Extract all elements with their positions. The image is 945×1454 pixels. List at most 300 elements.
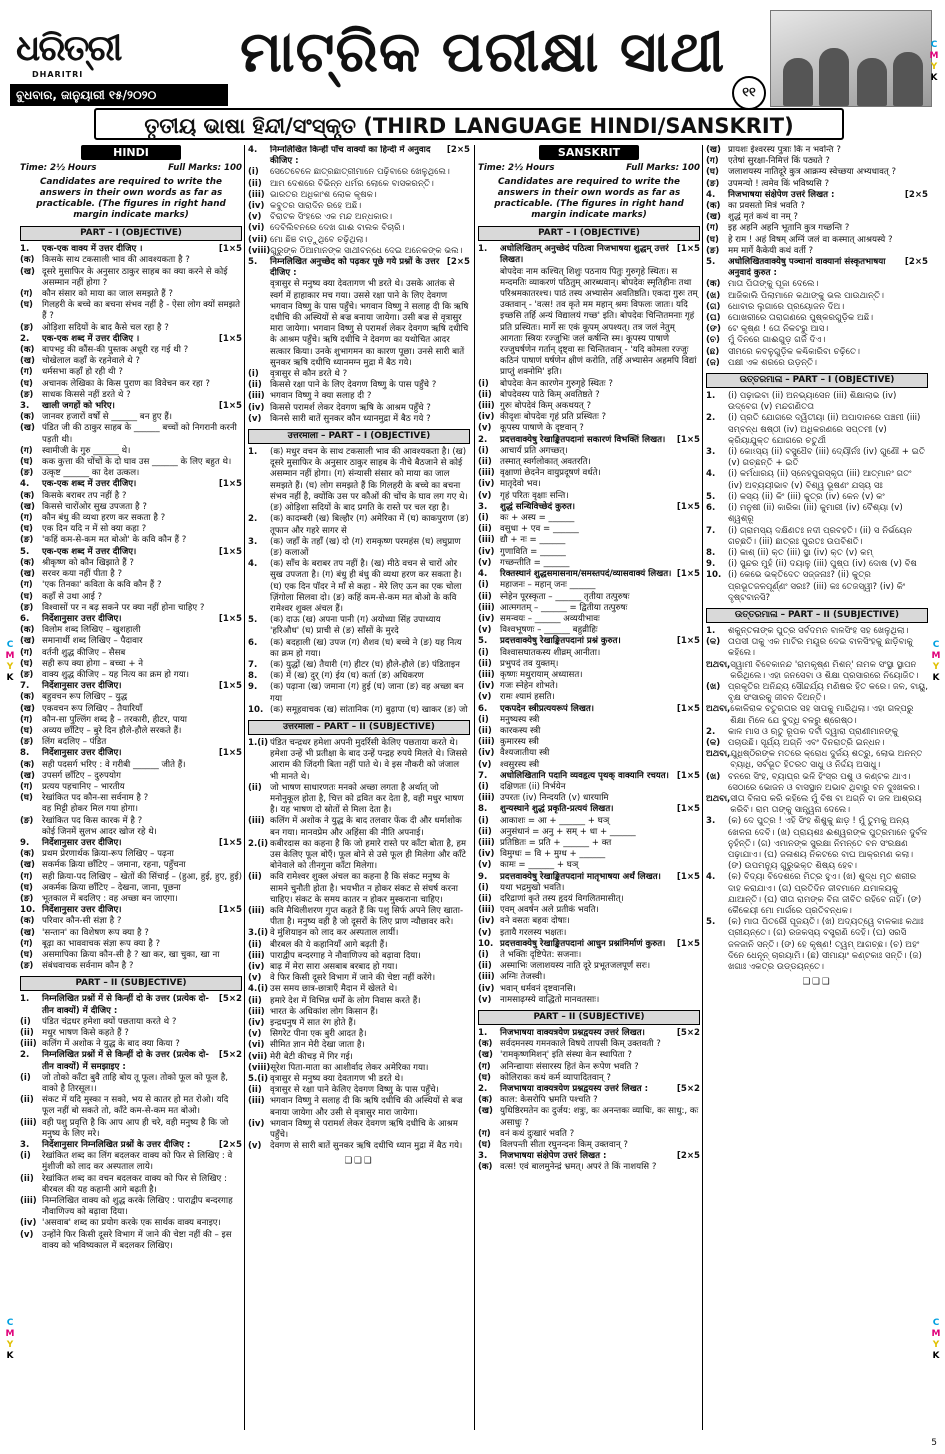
question-item	[248, 906, 470, 928]
question-number: (क)	[478, 1162, 493, 1173]
question-text: बापभट्ट की कौंस-की पुस्तक अधूरी रह गई थी ?	[42, 345, 189, 356]
exam-meta	[478, 163, 700, 174]
question-item	[706, 257, 928, 279]
question-item	[248, 1141, 470, 1152]
question-number: (क)	[478, 1095, 493, 1106]
question-text: प्रदत्तवाक्येषु रेखाङ्कितपदानां सकारणं विभक्तिं लिखत।	[500, 434, 666, 445]
question-number: 4.(i)	[248, 984, 269, 995]
question-number: (क)	[20, 692, 35, 703]
question-item	[20, 793, 242, 804]
question-marks: [1×5	[676, 244, 700, 255]
question-item	[478, 905, 700, 916]
question-number: 1.	[248, 447, 258, 458]
question-number: (क)	[20, 759, 35, 770]
question-number: 7.	[248, 659, 258, 670]
question-item	[20, 883, 242, 894]
question-text: लिंग बदलिए – पंडित	[42, 737, 107, 748]
question-number: (v)	[478, 692, 492, 703]
question-item	[478, 782, 700, 793]
question-text: कवि मैथिलीशरण गुप्त कहते हैं कि पशु सिर्फ अपने लिए खाता-पीता है। मनुष्य वही है जो दूसरों के लिए प्राण न्यौछावर करे।	[270, 906, 464, 928]
question-text: निम्नलिखित अनुच्छेद को पढ़कर पूछे गये प्रश्नों के उत्तर दीजिए :	[270, 257, 440, 279]
question-number: (ii)	[248, 380, 262, 391]
question-text: 'रामकृष्णमिशन्' इति संस्था केन स्थापिता ?	[500, 1050, 632, 1061]
question-item	[706, 212, 928, 223]
question-item	[478, 849, 700, 860]
question-text: रेखांकित शब्द का लिंग बदलकर वाक्य को फिर से लिखिए : वे मुंशीजी को लाद कर अस्पताल लाये।	[42, 1151, 233, 1173]
question-text: निर्देशानुसार निम्नलिखित प्रश्नों के उत्तर दीजिए :	[42, 1140, 191, 1151]
question-text: ସୀତା ବିଳାପ କରି କହିଲେ ମୁଁ ବିଷ ବା ଅଗ୍ନି ବା ଜଳ ଆଶ୍ରୟ କରିବି। ରାମ ତାଙ୍କୁ ସାନ୍ତ୍ୱନା ଦେଲେ।	[730, 793, 922, 816]
question-number: 3.	[248, 536, 258, 547]
hindi-translation-questions	[248, 145, 470, 425]
question-text: कारकस्य स्त्री	[500, 725, 541, 736]
question-text: (क) जहाँ के तहाँ (ख) दो (ग) रामकृष्ण परमहंस (घ) लघुप्राण (ङ) कलाओं	[270, 536, 461, 558]
question-item	[248, 872, 470, 906]
question-number: (ङ)	[20, 468, 34, 479]
question-item	[478, 894, 700, 905]
question-number: (i)	[478, 647, 489, 658]
question-number: (ख)	[706, 145, 721, 155]
question-text: अधोलिखितानि पदानि व्यवहृत्य पृथक् वाक्यानि रचयत।	[500, 770, 669, 781]
question-text: अनिन्द्यायाः संसारस्य हितं केन रूपेण भवति ?	[500, 1061, 639, 1072]
question-number: ଅଥବା,	[706, 704, 731, 715]
corner-page-number: 5	[931, 1438, 937, 1448]
question-text: देवगण से सारी बातें सुनकर ऋषि दधीचि ध्यान मुद्रा में बैठ गये।	[270, 1141, 463, 1152]
question-number: (ग)	[478, 1128, 491, 1139]
question-text: वह मिट्टी होकर मिल गया होगा।	[42, 804, 139, 815]
question-item	[248, 973, 470, 984]
question-item	[20, 390, 242, 401]
question-item	[20, 670, 242, 681]
question-number: (ग)	[20, 367, 33, 378]
question-text: विलोम शब्द लिखिए – खुशहाली	[42, 625, 141, 636]
question-item	[20, 737, 242, 748]
question-number: (vi)	[248, 1040, 265, 1051]
question-number: (ग)	[478, 1061, 491, 1072]
question-text: (i) କର୍ମଧାରୟ (ii) ସ୍ନେହପୁରସ୍କୃତା (iii) ଆତ୍ମାନଂ ଗତଂ (iv) ଅବ୍ୟୟୀଭାବ (v) ବିଶ୍ୱ ଭୂଷଣଂ ଯସ୍ୟ ସଃ	[728, 469, 912, 491]
question-number: (ଚ)	[706, 335, 720, 346]
question-item	[20, 267, 242, 289]
question-number: (क)	[20, 345, 35, 356]
question-item	[478, 1151, 700, 1162]
question-item	[20, 1039, 242, 1050]
question-number: (ii)	[478, 591, 492, 602]
question-item	[20, 457, 242, 468]
question-item	[248, 380, 470, 391]
question-number: (क)	[20, 916, 35, 927]
question-item	[706, 156, 928, 167]
question-text: भारत के अधिकांश लोग किसान हैं।	[270, 1006, 379, 1017]
question-number: (iii)	[248, 391, 265, 402]
question-number: (vi)	[248, 223, 265, 234]
question-item	[706, 291, 928, 302]
question-number: (iv)	[248, 1118, 265, 1129]
question-item	[478, 502, 700, 513]
question-text: सही पदसर्ग भरिए : वे गरीबी ______ जीते हैं।	[42, 759, 186, 770]
question-number: (ii)	[478, 826, 492, 837]
question-item	[248, 984, 470, 995]
question-number: 8.	[706, 547, 716, 558]
question-text: 'असवाब' शब्द का प्रयोग करके एक सार्थक वाक्य बनाइए।	[42, 1218, 221, 1229]
sanskrit-objective-questions	[478, 244, 700, 1006]
question-item	[20, 479, 242, 490]
question-item	[20, 860, 242, 871]
question-item	[248, 223, 470, 234]
question-item	[478, 793, 700, 804]
question-number: (ग)	[20, 445, 33, 456]
question-item	[20, 356, 242, 367]
question-number: 6.	[478, 703, 488, 714]
question-number: (घ)	[20, 591, 33, 602]
question-number: (iv)	[248, 962, 265, 973]
question-item	[20, 1073, 242, 1095]
question-text: एक-एक शब्द में उत्तर दीजिए।	[42, 479, 137, 490]
question-item	[20, 524, 242, 535]
question-text: ପକ୍ଷୀ ଏକ ଶରରେ ଉଡ଼ନ୍ତି।	[728, 357, 818, 368]
question-text: कीदृशः बोपदेवः गृहं प्रति प्रस्थितः ?	[500, 412, 607, 423]
question-marks: [1×5	[676, 938, 700, 949]
question-text: ପ୍ରକୃତିର ଅନିନ୍ଦ୍ୟ ସୌନ୍ଦର୍ଯ୍ୟ ମଣିଷର ହିତ କରେ। ଜଳ, ବାୟୁ, ବୃକ୍ଷ ସଂସାରକୁ ଜୀବନ ଦିଅନ୍ତି।	[728, 681, 928, 704]
question-text: शुन्यस्थाने शुद्धं प्रकृति-प्रत्ययं लिखत।	[500, 804, 614, 815]
cmyk-mark-left-bottom: C M Y K	[5, 1318, 15, 1361]
question-text: ଯୁଧିଷ୍ଠିରଙ୍କ ମତରେ କ୍ରୋଧ ଦୁର୍ଜୟ ଶତ୍ରୁ, ଲୋଭ ଅନନ୍ତ ବ୍ୟାଧି, ସର୍ବଭୂତ ହିତରତ ସାଧୁ ଓ ନିର୍ଦ୍ଦୟ ଅସାଧୁ।	[730, 749, 923, 771]
question-item	[20, 625, 242, 636]
sanskrit-answers-column	[706, 145, 928, 1430]
question-marks: [5×2	[218, 1050, 242, 1061]
question-item	[478, 872, 700, 883]
question-item	[20, 704, 242, 715]
question-text: धर्मसभा कहाँ हो रही थी ?	[42, 367, 123, 378]
question-number: (iv)	[478, 983, 495, 994]
question-number: 7.	[478, 770, 488, 781]
question-text: आचार्यं प्रति अगच्छत्।	[500, 445, 568, 456]
question-number: (i)	[478, 950, 489, 960]
question-item	[478, 423, 700, 434]
question-number: (iv)	[478, 613, 495, 624]
question-item	[478, 726, 700, 737]
question-number: 7.	[20, 681, 30, 692]
question-number: 10.	[478, 938, 494, 949]
question-text: पाराद्वीप बन्दरगाह ने नौवाणिज्य को बढ़ावा दिया।	[270, 950, 421, 961]
question-text: (i) କୋଽସ୍ୟ (ii) ବସୁଧୈବ (iii) ଦ୍ୟୌର୍ନଃ (iv) ଗୁଣୌ + ଇତି (v) ଗଚ୍ଛନ୍ତି + ଇତି	[728, 447, 926, 469]
question-item	[706, 145, 928, 156]
cmyk-mark-right-bottom: C M Y K	[931, 1318, 941, 1361]
question-number: (ङ)	[20, 893, 34, 904]
question-text: हमारे देश में विभिन्न धर्मों के लोग निवास करते हैं।	[270, 995, 421, 1006]
question-item	[20, 916, 242, 927]
question-item	[20, 289, 242, 300]
question-number: (i)	[478, 781, 489, 792]
question-item	[478, 681, 700, 692]
question-text: (क) कादम्बरी (ख) बिल्हौर (ग) अमेरिका में (घ) काकपुराण (ङ) तूफान और गहरे सागर से	[270, 514, 469, 536]
question-item	[20, 659, 242, 670]
question-item	[20, 580, 242, 591]
question-text: एक-एक वाक्य में उत्तर दीजिए ।	[42, 244, 143, 255]
question-text: चोखेलाल कहाँ के रहनेवाले थे ?	[42, 356, 140, 367]
question-text: वृत्रासुर से रक्षा पाने केलिए देवगण विष्णु के पास पहुँचे।	[270, 1085, 439, 1096]
question-number: 1.(କ)	[706, 625, 721, 648]
question-text: निजभाषया वाक्यत्रयेण प्रश्नद्वयस्य उत्तरं लिखत।	[500, 1028, 645, 1039]
question-number: (v)	[478, 557, 492, 568]
question-text: प्रत्यय पहचानिए – भारतीय	[42, 781, 125, 792]
question-number: (ख)	[20, 266, 35, 277]
question-item	[706, 749, 928, 771]
question-item	[478, 939, 700, 950]
question-text: ଆଜିକାଲି ପିଲାମାନେ କଥାଙ୍କୁ ଭଲ ପାଉଥାନ୍ତି।	[728, 290, 884, 301]
question-text: भगवान विष्णु से परामर्श लेकर देवगण ऋषि दधीचि के आश्रम पहुँचे।	[270, 1118, 458, 1141]
question-text: परिवार कौन-सी संज्ञा है ?	[42, 916, 122, 927]
question-number: (ଗ)	[706, 301, 721, 312]
question-number: (ख)	[478, 1106, 493, 1117]
question-text: दक्षिणतः (ii) निर्भयेन	[500, 781, 566, 792]
question-item	[478, 244, 700, 266]
question-text: वृत्रासुर से मनुष्य क्या देवतागण भी डरते थे। उसके आतंक से स्वर्ग में हाहाकार मच गया। उससे रक्षा पाने के लिए देवगण भगवान विष्णु के पास पहुँचे। भगवान विष्णु ने सलाह दी कि ऋषि दधीचि की अस्थियों से बज्र बनाया जायेगा। उसी बज्र से वृत्रासुर मारा जायेगा। भगवान विष्णु से परामर्श लेकर देवगण ऋषि दधीचि के आश्रम पहुँचे। ऋषि दधीचि ने देवगण का यथोचित आदर सत्कार किया। उनके शुभागमन का कारण पूछा। उनसे सारी बातें सुनकर ऋषि दधीचि ध्यानमग्न मुद्रा में बैठ गये।	[270, 279, 469, 368]
question-marks: [1×5	[218, 333, 242, 344]
question-number: (iii)	[478, 737, 495, 748]
question-item	[478, 1162, 700, 1173]
question-number: 2.	[248, 514, 258, 525]
sanskrit-subjective-questions	[478, 1028, 700, 1174]
question-item	[706, 279, 928, 290]
question-number: (iii)	[248, 189, 265, 200]
question-number: ଅଥବା,	[706, 793, 731, 804]
question-text: सिगरेट पीना एक बुरी आदत है।	[270, 1029, 367, 1040]
question-number: (ग)	[706, 223, 719, 234]
question-item	[478, 479, 700, 490]
question-number: (iv)	[248, 402, 265, 413]
question-text: गुरुः बोपदेवं किम् अकथयत् ?	[500, 401, 592, 412]
question-text: किसके बराबर तप नहीं है ?	[42, 490, 127, 501]
question-number: (क)	[20, 412, 35, 423]
question-text: एकपदेन स्त्रीप्रत्ययरूपं लिखत।	[500, 703, 595, 714]
exam-meta	[20, 163, 242, 174]
question-number: (ङ)	[20, 322, 34, 333]
question-number: (v)	[248, 1141, 262, 1152]
question-text: ମୁଁ ଦିନରେ ଗାଈଗୁଡ଼ ଗର୍ଜି ଦିଏ।	[728, 335, 826, 346]
question-text: (i) ପ୍ରତି ଯୋଗରେ ଦ୍ୱିତୀୟା (ii) ଅପାଦାନରେ ପଞ୍ଚମୀ (iii) ସମ୍ବନ୍ଧ ଷଷ୍ଠୀ (iv) ଅଧିକରଣରେ ସପ୍ତମୀ (v) କ୍ରିୟାଯୁକ୍ତ ଯୋଗରେ ଚତୁର୍ଥୀ	[728, 413, 921, 446]
question-text: कूपस्य पाषाणे के दृष्टवान् ?	[500, 423, 584, 434]
question-item	[248, 212, 470, 223]
question-item	[706, 682, 928, 704]
question-text: कः + अस्य = ______	[500, 513, 575, 524]
question-number: 2.	[20, 1050, 30, 1061]
question-number: (ख)	[478, 1050, 493, 1061]
question-number: (iv)	[478, 546, 495, 557]
question-text: कवि रामेश्वर शुक्ल अंचल का कहना है कि संकट मनुष्य के सामने चुनौती होता है। भयभीत न होकर संकट से संघर्ष करना चाहिए। संकट के समय कातर न होकर मुस्कराना चाहिए।	[270, 872, 458, 905]
question-item	[706, 167, 928, 178]
question-text: असमापिका क्रिया कौन-सी है ? खा कर, खा चुका, खा ना	[42, 950, 220, 960]
question-number: (i)	[478, 714, 489, 725]
question-text: ଗୁରୁଙ୍କ ଠିଆମାନଙ୍କ ସାଥୀବନ୍ଧେ ଦେଇ ଅନେକଙ୍କ ଭଲ।	[270, 245, 463, 256]
question-item	[248, 414, 470, 425]
question-number: (ii)	[478, 725, 492, 736]
question-item	[20, 636, 242, 647]
question-number: (ख)	[20, 860, 35, 871]
exam-instructions: Candidates are required to write the answers in their own words as far as practicable. (The figures in right hand margin indicate marks)	[494, 177, 684, 221]
question-text: किससे चारोंओर सुख उपजता है ?	[42, 501, 147, 512]
question-item	[706, 302, 928, 313]
question-item	[20, 513, 242, 524]
question-text: निम्नलिखित किन्हीं पाँच वाक्यों का हिन्दी में अनुवाद कीजिए :	[270, 145, 431, 167]
question-item	[248, 514, 470, 536]
page-number-badge: ୧୧	[732, 76, 766, 110]
question-item	[248, 928, 470, 939]
question-text: वे फिर किसी दूसरे विभाग में जाने की चेष्टा नहीं करेंगे।	[270, 973, 436, 984]
question-number: (i)	[478, 513, 489, 524]
question-item	[248, 1119, 470, 1141]
question-number: (i)	[248, 369, 259, 380]
question-item	[20, 334, 242, 345]
question-text: वाक्य शुद्ध कीजिए – यह नित्य का क्रम हो गया।	[42, 669, 190, 680]
question-text: निम्नलिखित प्रश्नों में से किन्हीं दो के उत्तर (प्रत्येक दो-तीन वाक्यों) में दीजिए :	[42, 994, 209, 1016]
question-number: (ख)	[20, 423, 35, 434]
question-number: 5.	[706, 257, 716, 268]
question-item	[706, 772, 928, 794]
question-item	[478, 1073, 700, 1084]
question-item	[478, 916, 700, 927]
question-text: वैश्यजातीया स्त्री	[500, 748, 550, 759]
question-marks: [5×2	[676, 1084, 700, 1095]
question-number: (ङ)	[20, 669, 34, 680]
question-text: (क) पढ़ाना (ख) जमाना (ग) हुई (घ) जाना (ङ) वह अच्छा बन गया	[270, 682, 464, 704]
question-number: (ङ)	[20, 602, 34, 613]
question-text: वे मुंशियाइन को लाद कर अस्पताल लायीं।	[270, 928, 399, 939]
question-text: (क) समूहवाचक (ख) सांतानिक (ग) बुढ़ापा (घ) खाकर (ङ) जो	[270, 704, 468, 715]
question-text: रेखांकित पद किस कारक में है ?	[42, 815, 143, 826]
question-number: (घ)	[20, 300, 33, 311]
question-item	[478, 648, 700, 659]
question-number: (ग)	[20, 871, 33, 882]
question-number: (viii)	[248, 1062, 271, 1073]
question-number: (iv)	[478, 916, 495, 927]
question-item	[478, 558, 700, 569]
question-number: (iii)	[478, 602, 495, 613]
question-item	[706, 704, 928, 726]
sanskrit-paper-column	[478, 145, 700, 1430]
question-marks: [1×5	[676, 501, 700, 512]
sanskrit-answer-key-subjective	[706, 626, 928, 973]
question-text: वृत्रासुर से मनुष्य क्या देवतागण भी डरते थे।	[270, 1074, 404, 1085]
question-number: (iv)	[478, 849, 495, 860]
question-text: गच्छन्तीति = ______	[500, 557, 570, 568]
question-item	[20, 760, 242, 771]
question-item	[706, 492, 928, 503]
question-text: बोपदेवः नाम कश्चित् शिशुः पठनाय पितुः गुरुगृहे स्थितः। स मन्दमतिः व्याकरणं पठितुम् आरब्धवान्। बोपदेवः स्मृतिहीनः तथा परिश्रमकातरश्च। पाठं तस्य अभ्यासेन अवतिष्ठति। एकदा गुरुः तम् उक्तवान् - 'वत्स! तव कृते मम महान् श्रमः विफलः जातः। यदि इच्छसि तर्हि अन्यं विद्यालयं गच्छ' इति। बोपदेवः चिन्तितमनाः गृहं प्रति प्रस्थितः। मार्गे सः एकं कूपम् अपश्यत्। तत्र जलं नेतुम् आगताः स्त्रियः रज्जुभिः जलं कर्षन्ति स्म। कूपस्य पाषाणे रज्जुघर्षणेन गर्तान् दृष्ट्वा सः चिन्तितवान् - 'यदि कोमला रज्जुः कठिनं पाषाणं घर्षणेन क्षीणं करोति, तर्हि अभ्यासेन अहमपि विद्यां प्राप्तुं शक्नोमि' इति।	[500, 266, 698, 378]
question-item	[248, 369, 470, 380]
question-text: वत्स! एवं बालमुनेन्द्रं भ्रमत्। अपरं ते किं नाशयसि ?	[500, 1162, 657, 1173]
question-number: (घ)	[20, 725, 33, 736]
question-item	[248, 167, 470, 178]
question-number: 4.	[706, 872, 716, 883]
question-text: कलिंग में अशोक ने युद्ध के बाद तलवार फेंक दी और धर्माशोक बन गया। मानवप्रेम और अहिंसा की नीति अपनाई।	[270, 816, 462, 838]
question-item	[478, 1039, 700, 1050]
question-number: (iii)	[478, 468, 495, 479]
question-item	[706, 626, 928, 660]
question-text: ବନରେ ସିଂହ, ବ୍ୟାଘ୍ର ଭଳି ହିଂସ୍ର ପଶୁ ଓ କଣ୍ଟକ ଥାଏ। ସେଠାରେ ଭୋଜନ ଓ ବାସସ୍ଥାନ ଅଭାବ ଥିବାରୁ ବନ ଦୁଃଖକର।	[728, 771, 920, 793]
question-item	[248, 235, 470, 246]
question-item	[20, 928, 242, 939]
question-text: गिलहरी के बच्चे का बचना संभव नहीं है - ऐसा लोग क्यों समझते हैं ?	[42, 300, 241, 322]
question-item	[248, 671, 470, 682]
question-number: (v)	[248, 1029, 262, 1040]
question-marks: [1×5	[218, 613, 242, 624]
question-text: सकर्मक क्रिया छाँटिए – जमाना, रहना, पहुँचना	[42, 860, 186, 871]
question-number: (vii)	[248, 234, 268, 245]
question-item	[478, 636, 700, 647]
question-number: (ङ)	[20, 535, 34, 546]
question-number: 10.	[20, 905, 36, 916]
question-text: वृक्षाणां छेदनेन वायुप्रदूषणं वर्धते।	[500, 468, 601, 479]
question-number: (ख)	[20, 703, 35, 714]
question-number: (iii)	[20, 1196, 37, 1207]
question-text: जो भाषण साधारणतः मनको अच्छा लगता है अर्थात् जो मनोनुकूल होता है, चित्त को द्रवित कर देता है, वही मधुर भाषण है। यह भाषण दो स्रोतों से मिला देता है।	[270, 782, 464, 816]
question-item	[20, 1230, 242, 1252]
question-number: 5.	[478, 636, 488, 647]
question-item	[20, 558, 242, 569]
question-text: बीरबल की ये कहानियाँ आगे बढ़ती हैं।	[270, 939, 388, 950]
question-number: (iv)	[478, 412, 495, 423]
question-text: महाजनः – महान् जनः ______	[500, 580, 596, 591]
question-number: 9.	[706, 559, 716, 570]
question-item	[20, 603, 242, 614]
question-number: 1.	[706, 391, 716, 402]
question-text: एतेषां सुरक्षा-निमित्तं किं पठ्यते ?	[728, 156, 830, 167]
students-exam-photo	[770, 10, 932, 107]
question-number: 2.	[478, 1084, 488, 1095]
question-item	[478, 625, 700, 636]
question-text: एक-एक शब्द में उत्तर दीजिए।	[42, 546, 137, 557]
question-item	[20, 838, 242, 849]
question-number: (ग)	[20, 938, 33, 949]
question-text: विश्वासों पर न बढ़ सकने पर क्या नहीं होना चाहिए ?	[42, 602, 205, 613]
question-number: (ii)	[248, 872, 262, 883]
question-item	[20, 468, 242, 479]
question-text: मेरी बेटी कीचड़ में गिर गई।	[270, 1051, 353, 1062]
question-item	[248, 816, 470, 838]
question-text: (क) बदहाली (ख) उपज (ग) शैशव (घ) बच्चे ने (ङ) यह नित्य का क्रम हो गया।	[270, 637, 462, 659]
question-item	[20, 423, 242, 445]
question-number: (ख)	[20, 770, 35, 781]
question-item	[478, 972, 700, 983]
question-text: अकर्मक क्रिया छाँटिए – देखना, जाना, पूछना	[42, 882, 181, 893]
question-item	[478, 950, 700, 961]
question-item	[478, 827, 700, 838]
question-number: (v)	[248, 973, 262, 984]
question-item	[478, 592, 700, 603]
question-text: ଭାରତର ଅଧିକାଂଶ ଲୋକ କୃଷକ।	[270, 189, 377, 200]
question-item	[248, 996, 470, 1007]
question-item	[478, 513, 700, 524]
question-text: प्रदत्तवाक्येषु रेखाङ्कितपदानां मातृभाषया अर्थं लिखत।	[500, 871, 661, 882]
question-text: विश्वासघातकस्य शीव्रम् आनीता।	[500, 647, 601, 658]
question-number: (ग)	[20, 714, 33, 725]
question-item	[478, 816, 700, 827]
question-number: (ଙ)	[706, 324, 721, 335]
question-item	[20, 1017, 242, 1028]
question-item	[20, 771, 242, 782]
question-item	[20, 547, 242, 558]
question-number: 8.	[478, 804, 488, 815]
question-item	[706, 548, 928, 559]
question-text: किसके साथ टकसाली भाव की आवश्यकता है ?	[42, 255, 190, 266]
question-text: 'कहिं कम-से-कम मत बोओ' के कवि कौन हैं ?	[42, 535, 187, 546]
question-item	[248, 1029, 470, 1040]
question-text: अस्माभिः जलाशयस्य नाति दूरे प्रभूतजलपूर्णं सरः।	[500, 961, 651, 972]
question-item	[248, 559, 470, 615]
question-number: (ii)	[248, 995, 262, 1006]
question-text: କବୁତର ସାରାଦିନ ରହେ ଅଛି।	[270, 201, 362, 212]
question-text: ବିରାଟକ ସିଂହରେ ଏକ ମନ୍ଦ ଅନ୍ଧକାର।	[270, 212, 393, 223]
question-item	[20, 446, 242, 457]
